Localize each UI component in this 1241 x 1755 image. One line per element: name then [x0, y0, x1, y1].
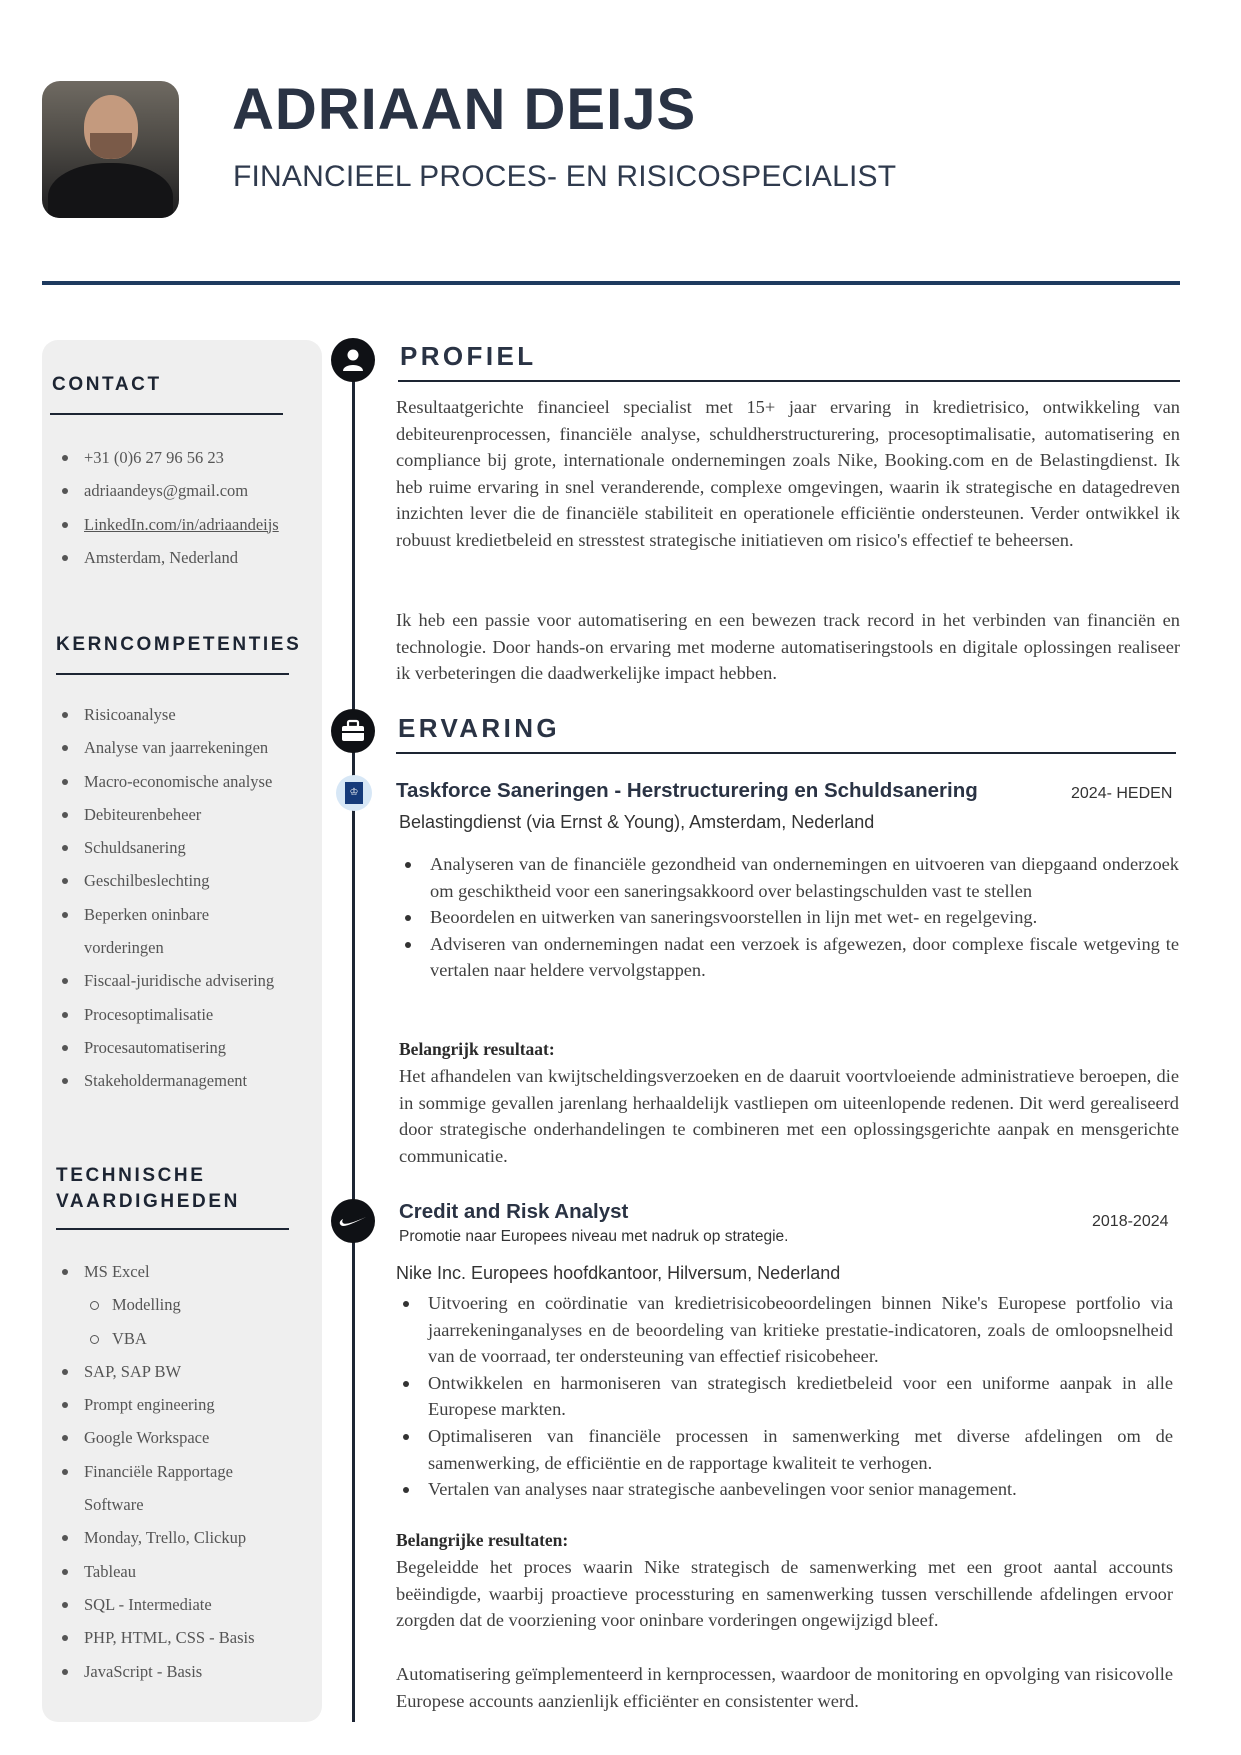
- skill-subitem: Modelling: [42, 1288, 322, 1321]
- briefcase-icon: [331, 709, 375, 753]
- swoosh-logo: [331, 1199, 375, 1243]
- competency-item: Macro-economische analyse: [42, 765, 322, 798]
- profile-paragraph-1: Resultaatgerichte financieel specialist met 15+ jaar ervaring in kredietrisico, ontwikkeling van debiteurenprocessen, financiële analyse, schuldherstructurering, procesoptimalisatie, automatisering en compliance bij grote, internationale ondernemingen zoals Nike, Booking.com en de Belastingdienst. Ik heb ruime ervaring in snel veranderende, complexe omgevingen, waarin ik strategische en datagedreven inzichten lever die de financiële stabiliteit en operationele efficiëntie ondersteunen. Verder ontwikkel ik robuust kredietbeleid en stresstest strategische initiatieven om risico's effectief te beheersen.: [396, 397, 1180, 550]
- job-bullet: Optimaliseren van financiële processen in samenwerking met diverse afdelingen om de samenwerking, de efficiëntie en de rapportage kwaliteit te verhogen.: [394, 1423, 1173, 1476]
- job-title: Taskforce Saneringen - Herstructurering en Schuldsanering: [396, 779, 978, 802]
- skill-item: Google Workspace: [42, 1421, 322, 1454]
- result-text: Het afhandelen van kwijtscheldingsverzoeken en de daaruit voortvloeiende administratieve beroepen, die in sommige gevallen jarenlang herhaaldelijk vastliepen om uiteenlopende redenen. Dit werd gerealiseerd door strategische onderhandelingen te combineren met een oplossingsgerichte aanpak en mensgerichte communicatie.: [399, 1066, 1179, 1166]
- competencies-divider: [56, 673, 289, 675]
- profile-photo: [42, 81, 179, 218]
- job-bullet: Adviseren van ondernemingen nadat een verzoek is afgewezen, door complexe fiscale wetgeving te vertalen naar heldere vervolgstappen.: [396, 931, 1179, 984]
- person-icon: [331, 338, 375, 382]
- skill-item: SQL - Intermediate: [42, 1588, 322, 1621]
- rijksoverheid-logo: ♔: [336, 775, 372, 811]
- skills-heading-line2: VAARDIGHEDEN: [56, 1191, 240, 1212]
- contact-divider: [50, 413, 283, 415]
- profile-paragraph-2: Ik heb een passie voor automatisering en een bewezen track record in het verbinden van financiën en technologie. Door hands-on ervaring met moderne automatiseringstools en digitale oplossingen realiseer ik verbeteringen die daadwerkelijke impact hebben.: [396, 610, 1180, 684]
- result-text: Begeleidde het proces waarin Nike strategisch de samenwerking met een groot aantal accounts beëindigde, waarbij proactieve processturing en samenwerking tussen verschillende afdelingen ervoor zorgden dat de voorziening voor oninbare vorderingen ongewijzigd bleef.: [396, 1557, 1173, 1631]
- result-label: Belangrijke resultaten:: [396, 1530, 569, 1550]
- job-employer: Belastingdienst (via Ernst & Young), Amsterdam, Nederland: [399, 812, 875, 832]
- job-bullet: Uitvoering en coördinatie van kredietrisicobeoordelingen binnen Nike's Europese portfolio via jaarrekeninganalyses en de beoordeling van kritieke prestatie-indicatoren, zoals de omloopsnelheid van de voorraad, ter ondersteuning van effectief risicobeheer.: [394, 1290, 1173, 1370]
- competency-item-continued: vorderingen: [84, 938, 164, 958]
- profile-divider: [398, 380, 1180, 382]
- job-bullet: Vertalen van analyses naar strategische aanbevelingen voor senior management.: [394, 1476, 1173, 1503]
- job-date: 2018-2024: [1092, 1213, 1169, 1230]
- job-employer: Nike Inc. Europees hoofdkantoor, Hilversum, Nederland: [396, 1263, 841, 1283]
- experience-heading: ERVARING: [398, 713, 561, 743]
- skill-item: Prompt engineering: [42, 1388, 322, 1421]
- profile-heading: PROFIEL: [400, 341, 537, 371]
- contact-phone: +31 (0)6 27 96 56 23: [42, 441, 322, 474]
- header-divider: [42, 281, 1180, 285]
- competency-item: Schuldsanering: [42, 831, 322, 864]
- result-label: Belangrijk resultaat:: [399, 1039, 555, 1059]
- competency-item: Risicoanalyse: [42, 698, 322, 731]
- competency-item: Geschilbeslechting: [42, 864, 322, 897]
- timeline-line: [352, 360, 355, 1722]
- result-text-2: Automatisering geïmplementeerd in kernprocessen, waardoor de monitoring en opvolging van risicovolle Europese accounts aanzienlijk efficiënter en consistenter werd.: [396, 1664, 1173, 1711]
- competency-item: Procesautomatisering: [42, 1031, 322, 1064]
- skill-subitem: VBA: [42, 1322, 322, 1355]
- skill-item: Monday, Trello, Clickup: [42, 1521, 322, 1554]
- competency-item: Procesoptimalisatie: [42, 998, 322, 1031]
- skill-item: JavaScript - Basis: [42, 1655, 322, 1688]
- skill-item: MS Excel: [42, 1255, 322, 1288]
- skill-item: Tableau: [42, 1555, 322, 1588]
- full-name: ADRIAAN DEIJS: [232, 77, 697, 142]
- job-bullet: Beoordelen en uitwerken van saneringsvoorstellen in lijn met wet- en regelgeving.: [396, 904, 1179, 931]
- contact-heading: CONTACT: [52, 374, 162, 395]
- job-bullets: [394, 1290, 1173, 1503]
- competency-item: Debiteurenbeheer: [42, 798, 322, 831]
- skills-list: [42, 1255, 322, 1688]
- sidebar: [42, 340, 322, 1722]
- skill-item-continued: Software: [84, 1495, 144, 1515]
- job-bullet: Analyseren van de financiële gezondheid van ondernemingen en uitvoeren van diepgaand onderzoek om geschiktheid voor een saneringsakkoord over belastingschulden vast te stellen: [396, 851, 1179, 904]
- skill-item: Financiële Rapportage: [42, 1455, 322, 1488]
- experience-divider: [396, 752, 1176, 754]
- contact-linkedin-link[interactable]: LinkedIn.com/in/adriaandeijs: [42, 508, 322, 541]
- job-title: Credit and Risk Analyst: [399, 1200, 629, 1223]
- job-bullet: Ontwikkelen en harmoniseren van strategisch kredietbeleid voor een uniforme aanpak in alle Europese markten.: [394, 1370, 1173, 1423]
- contact-location: Amsterdam, Nederland: [42, 541, 322, 574]
- skills-heading: [56, 1163, 240, 1215]
- professional-title: FINANCIEEL PROCES- EN RISICOSPECIALIST: [233, 160, 897, 193]
- competency-item: Stakeholdermanagement: [42, 1064, 322, 1097]
- skills-divider: [56, 1228, 289, 1230]
- skill-item: PHP, HTML, CSS - Basis: [42, 1621, 322, 1654]
- contact-list: [42, 441, 322, 574]
- competency-item: Fiscaal-juridische advisering: [42, 964, 322, 997]
- competency-item: Beperken oninbare: [42, 898, 322, 931]
- competencies-list: [42, 698, 322, 1098]
- competency-item: Analyse van jaarrekeningen: [42, 731, 322, 764]
- job-date: 2024- HEDEN: [1071, 785, 1173, 802]
- contact-email[interactable]: adriaandeys@gmail.com: [42, 474, 322, 507]
- skills-heading-line1: TECHNISCHE: [56, 1165, 206, 1186]
- job-bullets: [396, 851, 1179, 984]
- competencies-heading: KERNCOMPETENTIES: [56, 634, 302, 655]
- job-note: Promotie naar Europees niveau met nadruk op strategie.: [399, 1228, 789, 1245]
- skill-item: SAP, SAP BW: [42, 1355, 322, 1388]
